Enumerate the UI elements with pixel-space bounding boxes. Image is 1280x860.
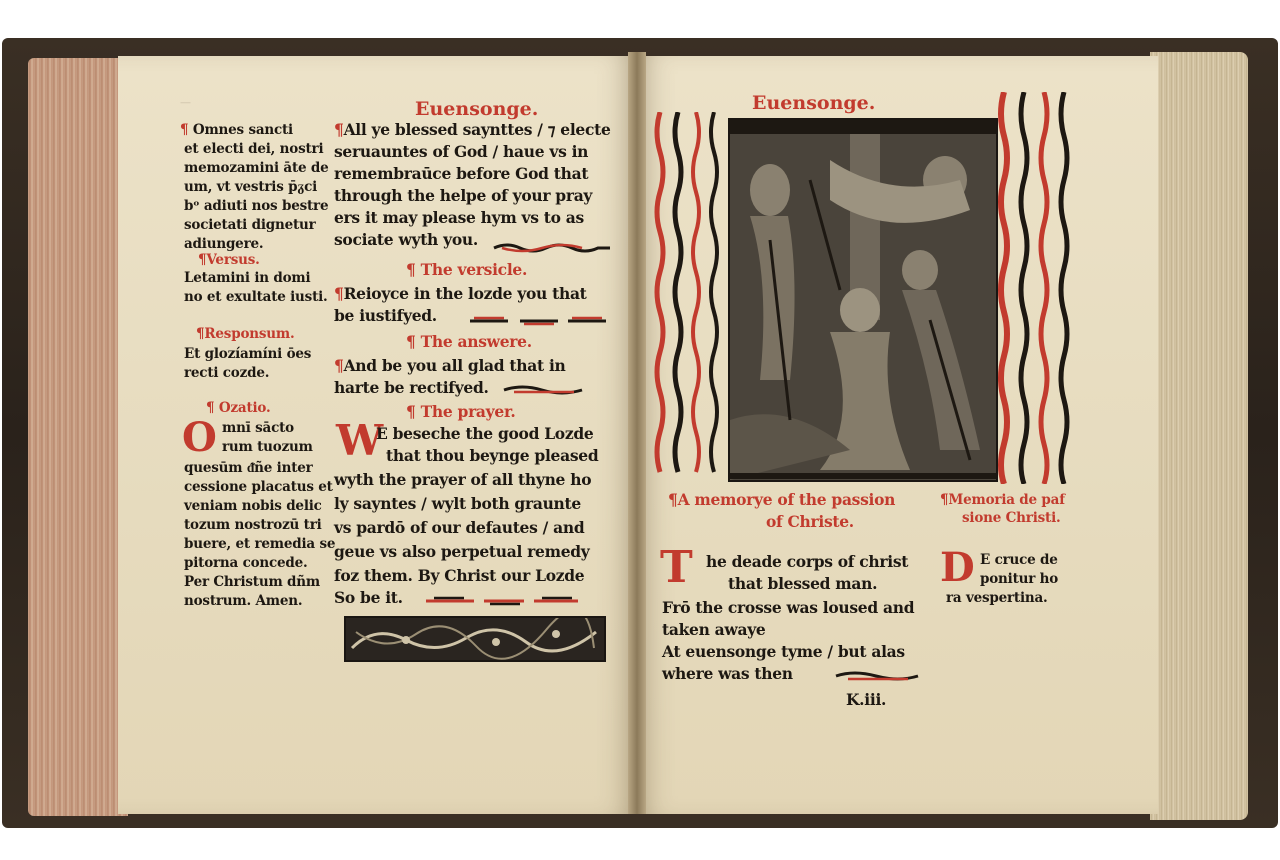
right-page-header: Euensonge. [752, 92, 876, 114]
latin-line: adiungere. [184, 236, 264, 252]
english-line: So be it. [334, 588, 403, 607]
verse-line: taken awaye [662, 620, 766, 639]
pilcrow-icon: ¶ [406, 260, 421, 279]
english-line: that thou beynge pleased [386, 446, 599, 465]
latin-line: um, vt vestris p̄ᵹci [184, 179, 318, 195]
left-border-strip [652, 112, 722, 482]
passion-heading-line: of Christe. [766, 512, 854, 531]
english-line: E beseche the good Lozde [376, 424, 594, 443]
pilcrow-icon: ¶ [334, 284, 344, 303]
latin-line: recti cozde. [184, 365, 270, 381]
versicle-label [406, 260, 527, 279]
pilcrow-icon: ¶ [198, 252, 207, 268]
line-filler-ornament [468, 314, 608, 328]
versicle-label-text: The versicle. [420, 260, 528, 279]
latin-line: tozum nostrozū tri [184, 517, 322, 533]
pilcrow-icon: ¶ [406, 402, 421, 421]
english-line: ers it may please hym vs to as [334, 208, 584, 227]
latin-verse-line: ra vespertina. [946, 590, 1048, 606]
memoria-heading-line: sione Christi. [962, 510, 1061, 526]
latin-line: bᵒ adiuti nos bestre [184, 198, 329, 214]
english-text: All ye blessed saynttes / ⁊ electe [343, 120, 611, 139]
pilcrow-icon: ¶ [334, 356, 344, 375]
verse-line: he deade corps of christ [706, 552, 909, 571]
latin-line: Per Christum dñm [184, 574, 320, 590]
decorative-frieze [344, 616, 606, 662]
oratio-initial: O [182, 414, 217, 461]
english-line: harte be rectifyed. [334, 378, 489, 397]
latin-text: Omnes sancti [192, 122, 293, 138]
pilcrow-icon: ¶ [334, 120, 344, 139]
latin-verse-line: ponitur ho [980, 571, 1059, 587]
prayer-label [406, 402, 516, 421]
left-page-edges [28, 58, 128, 816]
english-line: vs pardō of our defautes / and [334, 518, 585, 537]
verse-initial: T [660, 542, 693, 593]
vine-ornament-icon [346, 618, 604, 660]
english-line [334, 356, 566, 375]
responsum-label-text: Responsum. [204, 326, 295, 342]
pilcrow-icon: ¶ [196, 326, 205, 342]
passion-heading-text: A memorye of the passion [677, 490, 896, 509]
latin-line: pitorna concede. [184, 555, 308, 571]
latin-line: quesūm ᵭñe inter [184, 460, 313, 476]
latin-line: no et exultate iusti. [184, 289, 328, 305]
show-through-text: — [180, 96, 191, 109]
responsum-label [196, 326, 294, 342]
memoria-heading-text: Memoria de paf [948, 492, 1065, 508]
pilcrow-icon: ¶ [668, 490, 678, 509]
latin-verse-initial: D [940, 544, 975, 591]
english-line [334, 120, 611, 139]
latin-line: nostrum. Amen. [184, 593, 303, 609]
prayer-initial: W [336, 416, 384, 465]
verse-line: Frō the crosse was loused and [662, 598, 915, 617]
line-filler-ornament [492, 242, 612, 254]
english-line: be iustifyed. [334, 306, 437, 325]
latin-line: Letamini in domi [184, 270, 311, 286]
latin-line: Et glozíamíni ōes [184, 346, 312, 362]
english-text: And be you all glad that in [343, 356, 566, 375]
left-page-header: Euensonge. [415, 98, 539, 120]
english-line: geue vs also perpetual remedy [334, 542, 590, 561]
verse-line: At euensonge tyme / but alas [662, 642, 905, 661]
english-line: foz them. By Christ our Lozde [334, 566, 585, 585]
pilcrow-icon: ¶ [940, 492, 949, 508]
line-filler-ornament [834, 670, 922, 682]
latin-line: veniam nobis delic [184, 498, 322, 514]
latin-line: rum tuozum [222, 439, 313, 455]
english-line [334, 284, 587, 303]
oratio-label-text: Ozatio. [218, 400, 271, 416]
latin-line: memozamini āte de [184, 160, 329, 176]
english-text: Reioyce in the lozde you that [343, 284, 587, 303]
right-page-edges [1150, 52, 1248, 820]
english-line: ly sayntes / wylt both graunte [334, 494, 581, 513]
english-line: through the helpe of your pray [334, 186, 593, 205]
versus-label [198, 252, 260, 268]
passion-heading-line [668, 490, 895, 509]
woodcut-figures-icon [730, 120, 996, 480]
latin-line: societati dignetur [184, 217, 316, 233]
latin-line [180, 122, 293, 138]
right-border-strip [996, 92, 1072, 484]
latin-verse-line: E cruce de [980, 552, 1058, 568]
prayer-label-text: The prayer. [420, 402, 516, 421]
pilcrow-icon: ¶ [406, 332, 421, 351]
answere-label [406, 332, 532, 351]
answere-label-text: The answere. [420, 332, 532, 351]
line-filler-ornament [424, 594, 580, 608]
latin-line: cessione placatus et [184, 479, 333, 495]
pilcrow-icon: ¶ [180, 122, 193, 138]
latin-line: et electi dei, nostri [184, 141, 324, 157]
english-line: wyth the prayer of all thyne ho [334, 470, 592, 489]
english-line: remembraūce before God that [334, 164, 589, 183]
english-line: sociate wyth you. [334, 230, 478, 249]
versus-label-text: Versus. [206, 252, 260, 268]
latin-line: buere, et remedia se [184, 536, 336, 552]
woodcut-deposition-illustration [728, 118, 998, 482]
pilcrow-icon: ¶ [206, 400, 219, 416]
book-gutter [628, 52, 646, 814]
english-line: seruauntes of God / haue vs in [334, 142, 589, 161]
line-filler-ornament [502, 384, 586, 396]
verse-line: where was then [662, 664, 793, 683]
verse-line: that blessed man. [728, 574, 878, 593]
signature-mark: K.iii. [846, 690, 887, 709]
latin-line: mnī sācto [222, 420, 294, 436]
memoria-heading-line [940, 492, 1065, 508]
